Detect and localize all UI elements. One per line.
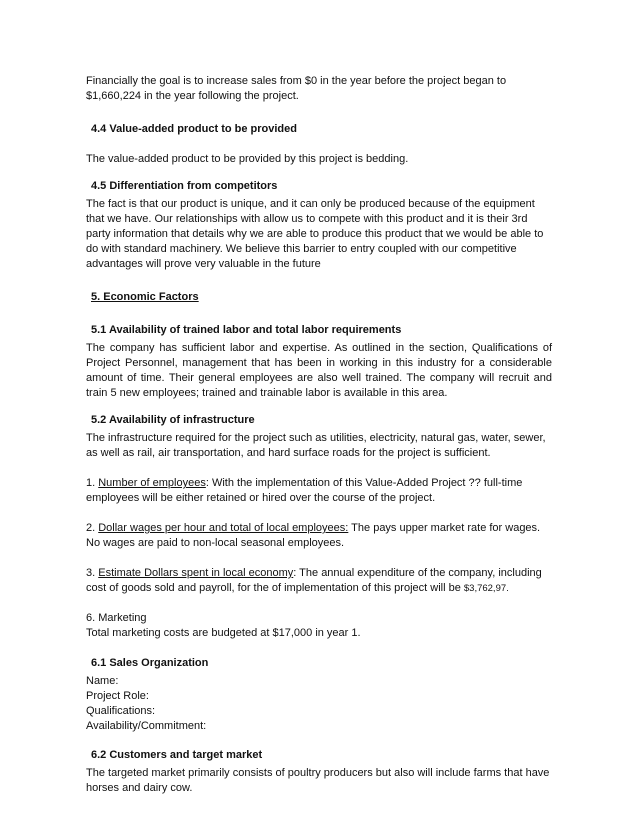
item-2-number: 2. [86, 522, 99, 534]
section-4-4-heading: 4.4 Value-added product to be provided [91, 123, 297, 135]
item-1-text: : With the implementation of this Value-Added Project ?? full-time employees will be either retained or hired over the course of the project. [86, 477, 523, 504]
intro-line-2: $1,660,224 in the year following the project. [86, 90, 299, 102]
section-4-4-body: The value-added product to be provided by this project is bedding. [86, 153, 409, 165]
section-5-1-body: The company has sufficient labor and expertise. As outlined in the section, Qualifications of Project Personnel, management that has been in working in this industry for a considerable amount of time. Their general employees are also well trained. The company will recruit and train 5 new employees; trained and trainable labor is available in this area. [86, 342, 552, 399]
item-number-of-employees [86, 476, 552, 506]
item-3-text: : The annual expenditure of the company, including cost of goods sold and payroll, for the of implementation of this project will be [86, 567, 542, 594]
section-6-heading: 6. Marketing [86, 612, 147, 624]
section-5-1-heading: 5.1 Availability of trained labor and total labor requirements [91, 324, 402, 336]
item-2-text: The pays upper market rate for wages. No wages are paid to non-local seasonal employees. [86, 522, 541, 549]
section-5-heading [86, 290, 552, 305]
field-name: Name: [86, 675, 119, 687]
section-4-5-heading: 4.5 Differentiation from competitors [91, 180, 278, 192]
field-qualifications: Qualifications: [86, 705, 156, 717]
document-page [86, 74, 552, 796]
field-project-role: Project Role: [86, 690, 149, 702]
item-2-label: Dollar wages per hour and total of local employees: [98, 522, 349, 534]
section-4-5-body: The fact is that our product is unique, and it can only be produced because of the equipment that we have. Our relationships with allow us to compete with this product and it is their 3rd party information that details why we are able to produce this product that we would be able to do with standard machinery. We believe this barrier to entry coupled with our competitive advantages will prove very valuable in the future [86, 198, 544, 270]
item-1-label: Number of employees [98, 477, 206, 489]
item-3-amount: $3,762,97. [463, 583, 509, 594]
item-dollar-wages [86, 521, 552, 551]
item-local-economy [86, 566, 552, 596]
section-6-body: Total marketing costs are budgeted at $17,000 in year 1. [86, 627, 361, 639]
field-availability: Availability/Commitment: [86, 720, 207, 732]
section-6-1-heading: 6.1 Sales Organization [91, 657, 209, 669]
section-5-2-body: The infrastructure required for the project such as utilities, electricity, natural gas, water, sewer, as well as rail, air transportation, and hard surface roads for the project is sufficient. [86, 432, 546, 459]
section-5-heading-text: 5. Economic Factors [91, 291, 199, 303]
item-1-number: 1. [86, 477, 99, 489]
section-6-2-heading: 6.2 Customers and target market [91, 749, 263, 761]
section-5-2-heading: 5.2 Availability of infrastructure [91, 414, 255, 426]
item-3-number: 3. [86, 567, 99, 579]
section-6-2-body: The targeted market primarily consists of poultry producers but also will include farms that have horses and dairy cow. [86, 767, 550, 794]
item-3-label: Estimate Dollars spent in local economy [98, 567, 294, 579]
intro-line-1: Financially the goal is to increase sales from $0 in the year before the project began to [86, 75, 507, 87]
